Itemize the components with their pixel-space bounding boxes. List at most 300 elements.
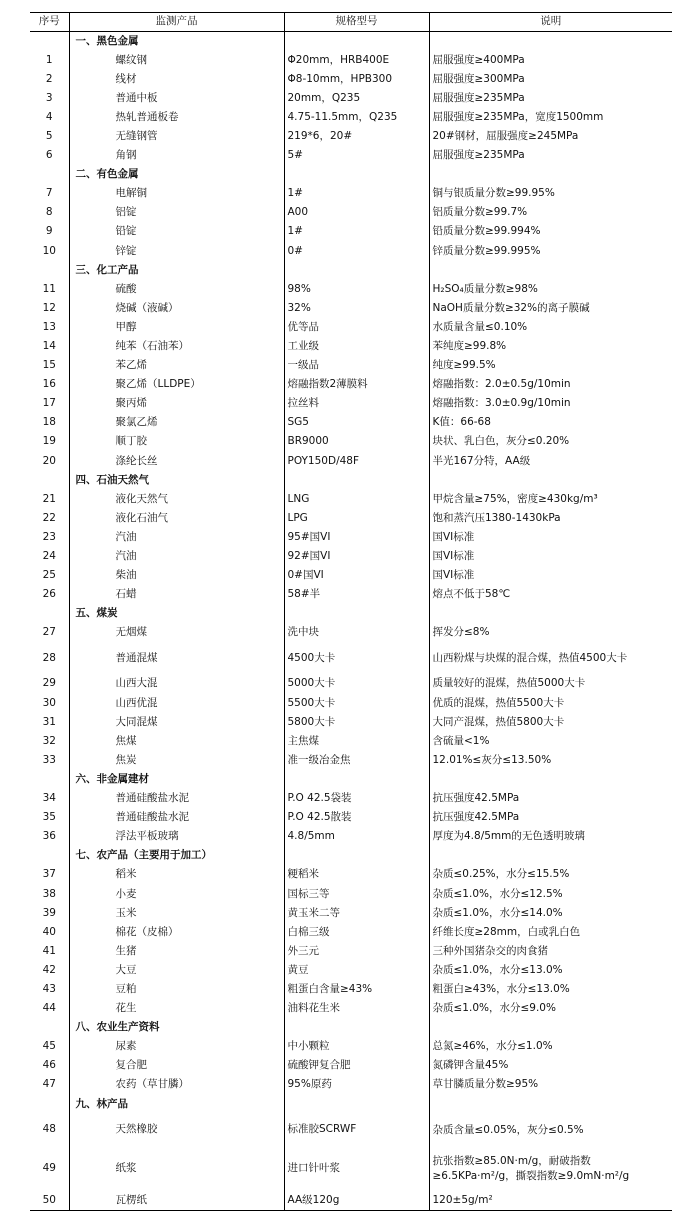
row-spec: BR9000 — [284, 432, 429, 451]
row-product: 电解铜 — [69, 184, 284, 203]
row-spec: P.O 42.5散装 — [284, 808, 429, 827]
category-spec-cell — [284, 770, 429, 789]
row-product: 汽油 — [69, 547, 284, 566]
category-row — [30, 32, 672, 51]
row-spec: 油料花生米 — [284, 999, 429, 1018]
table-row — [30, 643, 672, 675]
row-spec: 98% — [284, 280, 429, 299]
category-spec-cell — [284, 471, 429, 490]
category-no-cell — [30, 471, 69, 490]
row-no: 24 — [42, 550, 56, 563]
row-no: 22 — [42, 511, 56, 524]
row-no: 42 — [42, 963, 56, 976]
row-spec: 国标三等 — [284, 885, 429, 904]
row-note: 纯度≥99.5% — [429, 356, 672, 375]
row-no: 2 — [45, 72, 53, 85]
row-note: 含硫量<1% — [429, 732, 672, 751]
row-note: 杂质≤1.0%，水分≤9.0% — [429, 999, 672, 1018]
table-row — [30, 299, 672, 318]
table-row — [30, 623, 672, 642]
row-no: 25 — [42, 569, 56, 582]
table-row — [30, 203, 672, 222]
row-product: 纸浆 — [69, 1146, 284, 1192]
row-product: 苯乙烯 — [69, 356, 284, 375]
category-spec-cell — [284, 1018, 429, 1037]
row-no: 15 — [42, 359, 56, 372]
row-note: 熔融指数：2.0±0.5g/10min — [429, 375, 672, 394]
table-row — [30, 242, 672, 261]
row-no: 32 — [42, 734, 56, 747]
table-row — [30, 432, 672, 451]
row-no: 31 — [42, 715, 56, 728]
row-product: 普通硅酸盐水泥 — [69, 808, 284, 827]
category-spec-cell — [284, 261, 429, 280]
row-spec: 一级品 — [284, 356, 429, 375]
table-row — [30, 528, 672, 547]
row-product: 柴油 — [69, 566, 284, 585]
row-product: 角钢 — [69, 146, 284, 165]
row-product: 甲醇 — [69, 318, 284, 337]
category-row — [30, 471, 672, 490]
table-row — [30, 70, 672, 89]
row-product: 石蜡 — [69, 585, 284, 604]
row-no: 37 — [42, 868, 56, 881]
header-no: 序号 — [30, 13, 69, 32]
row-product: 焦煤 — [69, 732, 284, 751]
category-title: 三、化工产品 — [69, 261, 284, 280]
row-product: 液化石油气 — [69, 509, 284, 528]
row-note: 屈服强度≥235MPa — [429, 146, 672, 165]
row-spec: 5# — [284, 146, 429, 165]
row-spec: 1# — [284, 184, 429, 203]
header-spec: 规格型号 — [284, 13, 429, 32]
row-note: 大同产混煤，热值5800大卡 — [429, 713, 672, 732]
row-no: 36 — [42, 830, 56, 843]
row-spec: 拉丝料 — [284, 394, 429, 413]
row-product: 山西大混 — [69, 675, 284, 694]
row-product: 铝锭 — [69, 203, 284, 222]
row-product: 硫酸 — [69, 280, 284, 299]
table-row — [30, 789, 672, 808]
row-spec: 外三元 — [284, 942, 429, 961]
category-title: 二、有色金属 — [69, 165, 284, 184]
row-spec: POY150D/48F — [284, 452, 429, 471]
row-product: 焦炭 — [69, 751, 284, 770]
row-spec: 0# — [284, 242, 429, 261]
header-product: 监测产品 — [69, 13, 284, 32]
row-no: 8 — [45, 206, 53, 219]
row-spec: 准一级冶金焦 — [284, 751, 429, 770]
row-product: 小麦 — [69, 885, 284, 904]
row-note: 挥发分≤8% — [429, 623, 672, 642]
row-note: 水质量含量≤0.10% — [429, 318, 672, 337]
row-note: NaOH质量分数≥32%的离子膜碱 — [429, 299, 672, 318]
table-row — [30, 375, 672, 394]
table-row — [30, 566, 672, 585]
row-note: 国VI标准 — [429, 547, 672, 566]
row-spec: LPG — [284, 509, 429, 528]
category-note-cell — [429, 1018, 672, 1037]
row-note: 20#钢材，屈服强度≥245MPa — [429, 127, 672, 146]
row-product: 汽油 — [69, 528, 284, 547]
row-no: 33 — [42, 753, 56, 766]
row-no: 47 — [42, 1078, 56, 1091]
row-note: 总氮≥46%，水分≤1.0% — [429, 1037, 672, 1056]
row-spec: 4500大卡 — [284, 643, 429, 675]
table-row — [30, 452, 672, 471]
category-row — [30, 604, 672, 623]
row-no: 19 — [42, 435, 56, 448]
row-note: 抗压强度42.5MPa — [429, 808, 672, 827]
table-row — [30, 1056, 672, 1075]
row-product: 山西优混 — [69, 694, 284, 713]
category-title: 四、石油天然气 — [69, 471, 284, 490]
row-no: 13 — [42, 320, 56, 333]
table-row — [30, 413, 672, 432]
category-spec-cell — [284, 604, 429, 623]
category-row — [30, 1095, 672, 1114]
row-note: 120±5g/m² — [429, 1192, 672, 1211]
row-spec: 洗中块 — [284, 623, 429, 642]
table-row — [30, 509, 672, 528]
row-note: 杂质≤1.0%，水分≤14.0% — [429, 904, 672, 923]
category-note-cell — [429, 32, 672, 51]
row-no: 14 — [42, 339, 56, 352]
row-no: 39 — [42, 906, 56, 919]
table-header-row — [30, 13, 672, 32]
row-no: 21 — [42, 492, 56, 505]
row-note: 粗蛋白≥43%，水分≤13.0% — [429, 980, 672, 999]
row-spec: 5000大卡 — [284, 675, 429, 694]
row-product: 聚丙烯 — [69, 394, 284, 413]
row-spec: 219*6，20# — [284, 127, 429, 146]
row-note: 半光167分特，AA级 — [429, 452, 672, 471]
row-note: 块状、乳白色，灰分≤0.20% — [429, 432, 672, 451]
row-product: 顺丁胶 — [69, 432, 284, 451]
table-body — [30, 32, 672, 1211]
row-note: 优质的混煤，热值5500大卡 — [429, 694, 672, 713]
row-note: 草甘膦质量分数≥95% — [429, 1075, 672, 1094]
row-spec: 硫酸钾复合肥 — [284, 1056, 429, 1075]
row-no: 29 — [42, 677, 56, 690]
row-no: 26 — [42, 588, 56, 601]
row-spec: 黄玉米二等 — [284, 904, 429, 923]
row-no: 17 — [42, 397, 56, 410]
table-row — [30, 694, 672, 713]
table-row — [30, 999, 672, 1018]
row-no: 9 — [45, 225, 53, 238]
row-spec: 4.8/5mm — [284, 827, 429, 846]
row-product: 铅锭 — [69, 222, 284, 241]
category-note-cell — [429, 165, 672, 184]
table-row — [30, 547, 672, 566]
category-no-cell — [30, 604, 69, 623]
row-product: 棉花（皮棉） — [69, 923, 284, 942]
row-no: 30 — [42, 696, 56, 709]
row-product: 聚氯乙烯 — [69, 413, 284, 432]
row-product: 玉米 — [69, 904, 284, 923]
category-no-cell — [30, 165, 69, 184]
row-note: 屈服强度≥300MPa — [429, 70, 672, 89]
row-product: 无缝钢管 — [69, 127, 284, 146]
row-product: 农药（草甘膦） — [69, 1075, 284, 1094]
category-spec-cell — [284, 165, 429, 184]
row-note: 屈服强度≥235MPa — [429, 89, 672, 108]
row-no: 1 — [45, 53, 53, 66]
row-product: 热轧普通板卷 — [69, 108, 284, 127]
category-title: 八、农业生产资料 — [69, 1018, 284, 1037]
category-note-cell — [429, 261, 672, 280]
row-spec: 92#国VI — [284, 547, 429, 566]
row-spec: 58#半 — [284, 585, 429, 604]
row-note: 铅质量分数≥99.994% — [429, 222, 672, 241]
table-row — [30, 1192, 672, 1211]
row-product: 天然橡胶 — [69, 1114, 284, 1146]
table-row — [30, 585, 672, 604]
row-spec: 工业级 — [284, 337, 429, 356]
category-spec-cell — [284, 1095, 429, 1114]
row-note: 抗压强度42.5MPa — [429, 789, 672, 808]
row-note: 氮磷钾含量45% — [429, 1056, 672, 1075]
table-row — [30, 1075, 672, 1094]
row-no: 44 — [42, 1002, 56, 1015]
row-no: 16 — [42, 378, 56, 391]
table-row — [30, 108, 672, 127]
row-spec: AA级120g — [284, 1192, 429, 1211]
category-row — [30, 261, 672, 280]
table-row — [30, 808, 672, 827]
row-product: 花生 — [69, 999, 284, 1018]
row-no: 5 — [45, 129, 53, 142]
row-spec: 20mm，Q235 — [284, 89, 429, 108]
table-row — [30, 356, 672, 375]
row-spec: Φ20mm，HRB400E — [284, 51, 429, 70]
row-no: 43 — [42, 982, 56, 995]
row-no: 10 — [42, 244, 56, 257]
row-spec: 5800大卡 — [284, 713, 429, 732]
table-row — [30, 827, 672, 846]
row-spec: 粗蛋白含量≥43% — [284, 980, 429, 999]
table-row — [30, 751, 672, 770]
row-note: 抗张指数≥85.0N·m/g，耐破指数≥6.5KPa·m²/g，撕裂指数≥9.0mN·m²/g — [429, 1146, 672, 1192]
row-spec: 黄豆 — [284, 961, 429, 980]
table-row — [30, 904, 672, 923]
table-row — [30, 318, 672, 337]
category-spec-cell — [284, 32, 429, 51]
table-row — [30, 490, 672, 509]
table-row — [30, 1114, 672, 1146]
table-row — [30, 1146, 672, 1192]
row-product: 豆粕 — [69, 980, 284, 999]
row-product: 涤纶长丝 — [69, 452, 284, 471]
row-no: 11 — [42, 282, 56, 295]
row-product: 锌锭 — [69, 242, 284, 261]
category-row — [30, 1018, 672, 1037]
row-product: 大豆 — [69, 961, 284, 980]
row-product: 烧碱（液碱） — [69, 299, 284, 318]
row-note: 三种外国猪杂交的肉食猪 — [429, 942, 672, 961]
row-spec: 主焦煤 — [284, 732, 429, 751]
row-product: 液化天然气 — [69, 490, 284, 509]
row-note: 饱和蒸汽压1380-1430kPa — [429, 509, 672, 528]
row-note: 国VI标准 — [429, 566, 672, 585]
category-no-cell — [30, 1018, 69, 1037]
row-product: 普通中板 — [69, 89, 284, 108]
row-no: 45 — [42, 1040, 56, 1053]
category-no-cell — [30, 32, 69, 51]
table-row — [30, 146, 672, 165]
row-note: 铜与银质量分数≥99.95% — [429, 184, 672, 203]
row-spec: 4.75-11.5mm，Q235 — [284, 108, 429, 127]
table-row — [30, 89, 672, 108]
row-product: 瓦楞纸 — [69, 1192, 284, 1211]
row-note: 甲烷含量≥75%，密度≥430kg/m³ — [429, 490, 672, 509]
row-note: 苯纯度≥99.8% — [429, 337, 672, 356]
row-note: 锌质量分数≥99.995% — [429, 242, 672, 261]
category-spec-cell — [284, 846, 429, 865]
row-product: 生猪 — [69, 942, 284, 961]
header-note: 说明 — [429, 13, 672, 32]
table-row — [30, 865, 672, 884]
row-no: 46 — [42, 1059, 56, 1072]
row-product: 线材 — [69, 70, 284, 89]
table-row — [30, 280, 672, 299]
table-row — [30, 713, 672, 732]
table-row — [30, 675, 672, 694]
row-product: 浮法平板玻璃 — [69, 827, 284, 846]
category-title: 九、林产品 — [69, 1095, 284, 1114]
row-no: 41 — [42, 944, 56, 957]
row-note: 熔融指数：3.0±0.9g/10min — [429, 394, 672, 413]
category-row — [30, 770, 672, 789]
table-row — [30, 885, 672, 904]
row-note: 山西粉煤与块煤的混合煤，热值4500大卡 — [429, 643, 672, 675]
row-spec: SG5 — [284, 413, 429, 432]
row-note: H₂SO₄质量分数≥98% — [429, 280, 672, 299]
table-row — [30, 337, 672, 356]
row-no: 28 — [42, 651, 56, 664]
table-row — [30, 942, 672, 961]
row-no: 3 — [45, 91, 53, 104]
row-no: 49 — [42, 1162, 56, 1175]
row-spec: 熔融指数2薄膜料 — [284, 375, 429, 394]
category-note-cell — [429, 846, 672, 865]
table-row — [30, 184, 672, 203]
row-no: 35 — [42, 811, 56, 824]
row-spec: 优等品 — [284, 318, 429, 337]
row-note: 杂质≤1.0%，水分≤12.5% — [429, 885, 672, 904]
category-no-cell — [30, 846, 69, 865]
category-title: 一、黑色金属 — [69, 32, 284, 51]
row-spec: Φ8-10mm，HPB300 — [284, 70, 429, 89]
row-no: 34 — [42, 792, 56, 805]
category-note-cell — [429, 770, 672, 789]
row-no: 40 — [42, 925, 56, 938]
row-product: 尿素 — [69, 1037, 284, 1056]
row-no: 23 — [42, 530, 56, 543]
row-spec: 1# — [284, 222, 429, 241]
row-spec: 32% — [284, 299, 429, 318]
row-product: 普通硅酸盐水泥 — [69, 789, 284, 808]
row-product: 螺纹钢 — [69, 51, 284, 70]
category-note-cell — [429, 604, 672, 623]
row-note: 杂质≤0.25%，水分≤15.5% — [429, 865, 672, 884]
row-spec: P.O 42.5袋装 — [284, 789, 429, 808]
row-note: 屈服强度≥400MPa — [429, 51, 672, 70]
table-row — [30, 394, 672, 413]
row-spec: 95%原药 — [284, 1075, 429, 1094]
table-row — [30, 980, 672, 999]
row-spec: LNG — [284, 490, 429, 509]
row-product: 纯苯（石油苯） — [69, 337, 284, 356]
row-spec: 5500大卡 — [284, 694, 429, 713]
row-spec: 95#国VI — [284, 528, 429, 547]
row-spec: 白棉三级 — [284, 923, 429, 942]
row-note: 铝质量分数≥99.7% — [429, 203, 672, 222]
row-spec: 标准胶SCRWF — [284, 1114, 429, 1146]
row-note: 国VI标准 — [429, 528, 672, 547]
table-row — [30, 51, 672, 70]
row-no: 12 — [42, 301, 56, 314]
row-product: 复合肥 — [69, 1056, 284, 1075]
row-no: 48 — [42, 1123, 56, 1136]
row-no: 20 — [42, 454, 56, 467]
row-product: 稻米 — [69, 865, 284, 884]
row-product: 普通混煤 — [69, 643, 284, 675]
category-no-cell — [30, 1095, 69, 1114]
row-note: 纤维长度≥28mm，白或乳白色 — [429, 923, 672, 942]
category-title: 七、农产品（主要用于加工） — [69, 846, 284, 865]
category-title: 六、非金属建材 — [69, 770, 284, 789]
row-no: 4 — [45, 110, 53, 123]
row-no: 7 — [45, 187, 53, 200]
category-note-cell — [429, 1095, 672, 1114]
row-spec: 粳稻米 — [284, 865, 429, 884]
category-title: 五、煤炭 — [69, 604, 284, 623]
category-row — [30, 846, 672, 865]
row-no: 50 — [30, 1192, 69, 1211]
row-product: 聚乙烯（LLDPE） — [69, 375, 284, 394]
row-no: 18 — [42, 416, 56, 429]
row-note: 质量较好的混煤，热值5000大卡 — [429, 675, 672, 694]
table-row — [30, 923, 672, 942]
row-spec: 中小颗粒 — [284, 1037, 429, 1056]
table-row — [30, 222, 672, 241]
row-spec: 0#国VI — [284, 566, 429, 585]
category-row — [30, 165, 672, 184]
category-note-cell — [429, 471, 672, 490]
row-no: 27 — [42, 626, 56, 639]
row-note: 杂质含量≤0.05%，灰分≤0.5% — [429, 1114, 672, 1146]
category-no-cell — [30, 770, 69, 789]
row-note: 屈服强度≥235MPa，宽度1500mm — [429, 108, 672, 127]
table-row — [30, 1037, 672, 1056]
row-no: 6 — [45, 149, 53, 162]
table-row — [30, 961, 672, 980]
row-note: K值：66-68 — [429, 413, 672, 432]
table-row — [30, 732, 672, 751]
table-row — [30, 127, 672, 146]
row-product: 无烟煤 — [69, 623, 284, 642]
monitoring-products-table — [30, 12, 672, 1211]
row-spec: A00 — [284, 203, 429, 222]
row-note: 厚度为4.8/5mm的无色透明玻璃 — [429, 827, 672, 846]
row-product: 大同混煤 — [69, 713, 284, 732]
row-no: 38 — [42, 887, 56, 900]
row-spec: 进口针叶浆 — [284, 1146, 429, 1192]
row-note: 杂质≤1.0%，水分≤13.0% — [429, 961, 672, 980]
row-note: 熔点不低于58℃ — [429, 585, 672, 604]
